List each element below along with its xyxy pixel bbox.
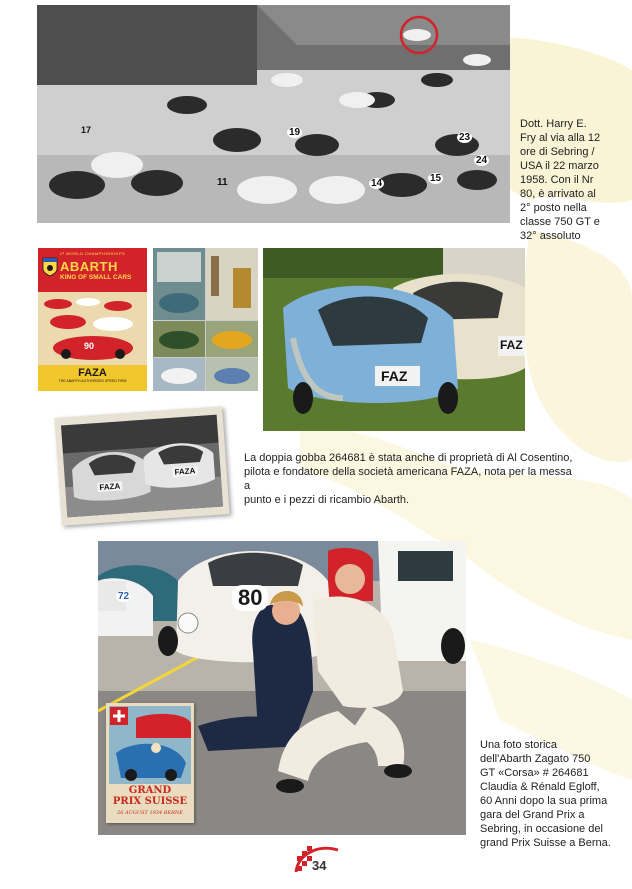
- bw-right-plate: FAZA: [174, 466, 196, 477]
- poster-title: ABARTH: [60, 259, 118, 274]
- page-number: 34: [312, 858, 327, 873]
- poster-cars-illustration: [38, 292, 147, 365]
- poster-brand: FAZA: [78, 367, 107, 379]
- race-car-number: 19: [289, 127, 301, 138]
- race-car-number: 24: [476, 155, 488, 166]
- race-car-number: 15: [430, 173, 442, 184]
- faza-cars-bw-photo: [61, 415, 223, 518]
- white-car-plate: FAZ: [500, 338, 523, 352]
- zagato-double-bubble-photo: [263, 248, 525, 431]
- race-car-number: 23: [459, 132, 471, 143]
- sebring-caption: Dott. Harry E. Fry al via alla 12 ore di Sebring / USA il 22 marzo 1958. Con il Nr 80, è arrivato al 2° posto nella classe 750 GT e 32° assoluto: [520, 118, 601, 242]
- race-car-number: 11: [217, 177, 228, 188]
- poster-car-number: 90: [84, 341, 95, 351]
- egloff-caption: Una foto storica dell'Abarth Zagato 750 GT «Corsa» # 264681 Claudia & Rénald Egloff, 60 Anni dopo la sua prima gara del Grand Prix a Sebring, in occasione del grand Prix Suisse a Berna.: [480, 739, 611, 849]
- faza-photo-collage: [153, 248, 258, 391]
- gp-poster-title: GRAND PRIX SUISSE: [112, 785, 188, 807]
- poster-faza-banner: [38, 365, 147, 391]
- faza-caption: La doppia gobba 264681 è stata anche di proprietà di Al Cosentino, pilota e fondatore della società americana FAZA, nota per la messa a punto e i pezzi di ricambio Abarth.: [244, 452, 573, 506]
- race-car-number: 17: [81, 125, 92, 135]
- poster-tagline: THE ABARTH AUTHORIZED SPEED FIRM: [58, 379, 127, 383]
- sebring-race-start-photo: [37, 5, 510, 223]
- tilted-faza-photo-frame: [54, 406, 229, 525]
- race-car-number: 14: [371, 178, 383, 189]
- poster-header: 1ª WORLD CHAMPIONSHIPS: [59, 251, 126, 256]
- bw-left-plate: FAZA: [99, 481, 121, 493]
- gp-poster-date: 26 AUGUST 1934 BERNE: [117, 810, 183, 816]
- egloff-car-number: 80: [232, 585, 268, 611]
- grand-prix-suisse-poster: [106, 703, 194, 823]
- abarth-faza-poster: [38, 248, 147, 391]
- blue-car-plate: FAZ: [381, 368, 408, 384]
- poster-subtitle: KING OF SMALL CARS: [60, 274, 132, 281]
- side-car-number: 72: [118, 591, 130, 602]
- abarth-scorpion-shield-icon: [42, 257, 58, 277]
